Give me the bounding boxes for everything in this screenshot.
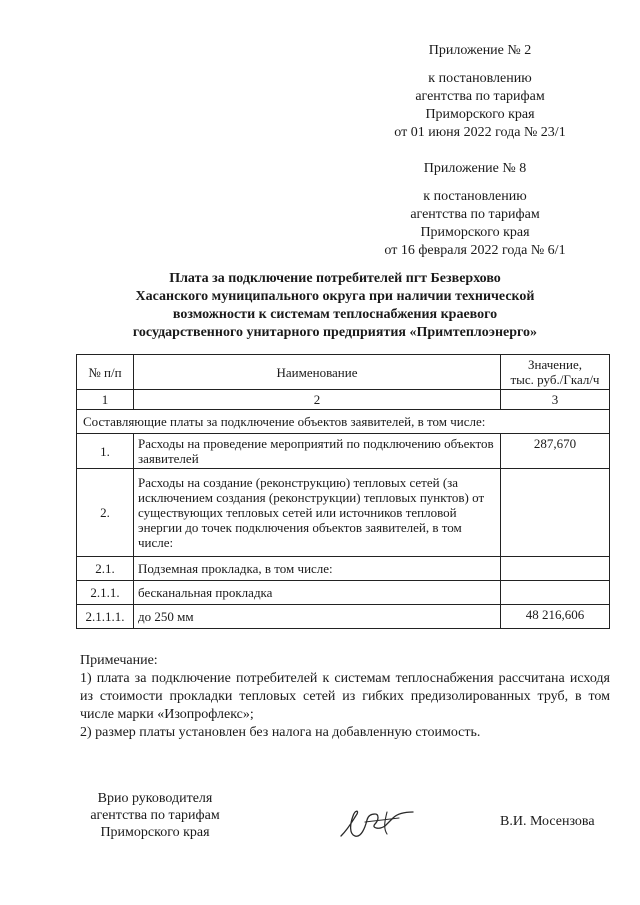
table-section-row [77,410,610,434]
row-name: Расходы на создание (реконструкцию) тепловых сетей (за исключением создания (реконструкции) тепловых пунктов) от существующих тепловых сетей или источников тепловой энергии до точек подключения объектов заявителей, в том числе: [134,469,501,557]
table-row [77,605,610,629]
appendix-8-line: Приморского края [420,225,530,240]
appendix-2-block [380,42,580,142]
header-value-line2: тыс. руб./Гкал/ч [510,372,600,387]
row-num: 2.1.1.1. [77,605,134,629]
note-block [80,652,610,742]
appendix-8-block [370,160,580,260]
row-value: 48 216,606 [501,605,610,629]
row-name: бесканальная прокладка [134,581,501,605]
header-num: № п/п [77,355,134,390]
row-num: 2.1. [77,557,134,581]
signature-stroke [341,811,413,836]
row-value: 287,670 [501,434,610,469]
index-cell: 1 [77,390,134,410]
appendix-8-line: агентства по тарифам [410,207,540,222]
row-name: до 250 мм [134,605,501,629]
title-line: Плата за подключение потребителей пгт Безверхово [169,271,501,286]
row-name: Расходы на проведение мероприятий по подключению объектов заявителей [134,434,501,469]
row-num: 1. [77,434,134,469]
handwritten-signature [335,798,425,846]
header-value [501,355,610,390]
appendix-2-line: от 01 июня 2022 года № 23/1 [394,125,566,140]
table-index-row [77,390,610,410]
row-num: 2. [77,469,134,557]
note-item: 2) размер платы установлен без налога на добавленную стоимость. [80,725,481,740]
row-name: Подземная прокладка, в том числе: [134,557,501,581]
appendix-2-title: Приложение № 2 [428,43,532,58]
table-row [77,557,610,581]
title-line: государственного унитарного предприятия «Примтеплоэнерго» [132,325,538,340]
index-cell: 2 [134,390,501,410]
appendix-2-line: к постановлению [428,71,532,86]
row-value [501,581,610,605]
signatory-position-line: Приморского края [100,825,210,840]
index-cell: 3 [501,390,610,410]
table-row [77,581,610,605]
table-header-row [77,355,610,390]
table-row [77,434,610,469]
header-name: Наименование [134,355,501,390]
note-label: Примечание: [80,653,158,668]
title-line: Хасанского муниципального округа при наличии технической [135,289,535,304]
header-value-line1: Значение, [528,357,582,372]
document-title [70,270,600,342]
appendix-8-line: от 16 февраля 2022 года № 6/1 [384,243,566,258]
appendix-2-line: агентства по тарифам [415,89,545,104]
appendix-8-line: к постановлению [423,189,527,204]
row-value [501,469,610,557]
fee-table [76,354,610,629]
signatory-position-line: Врио руководителя [97,791,213,806]
section-header: Составляющие платы за подключение объектов заявителей, в том числе: [77,410,610,434]
signatory-position-line: агентства по тарифам [90,808,220,823]
signatory-name: В.И. Мосензова [500,814,595,829]
table-row [77,469,610,557]
appendix-8-title: Приложение № 8 [423,161,527,176]
title-line: возможности к системам теплоснабжения краевого [172,307,498,322]
note-item: 1) плата за подключение потребителей к системам теплоснабжения рассчитана исходя из стоимости прокладки тепловых сетей из гибких предизолированных труб, в том числе марки «Изопрофлекс»; [80,671,610,722]
signatory-position [80,790,230,841]
row-num: 2.1.1. [77,581,134,605]
appendix-2-line: Приморского края [425,107,535,122]
row-value [501,557,610,581]
